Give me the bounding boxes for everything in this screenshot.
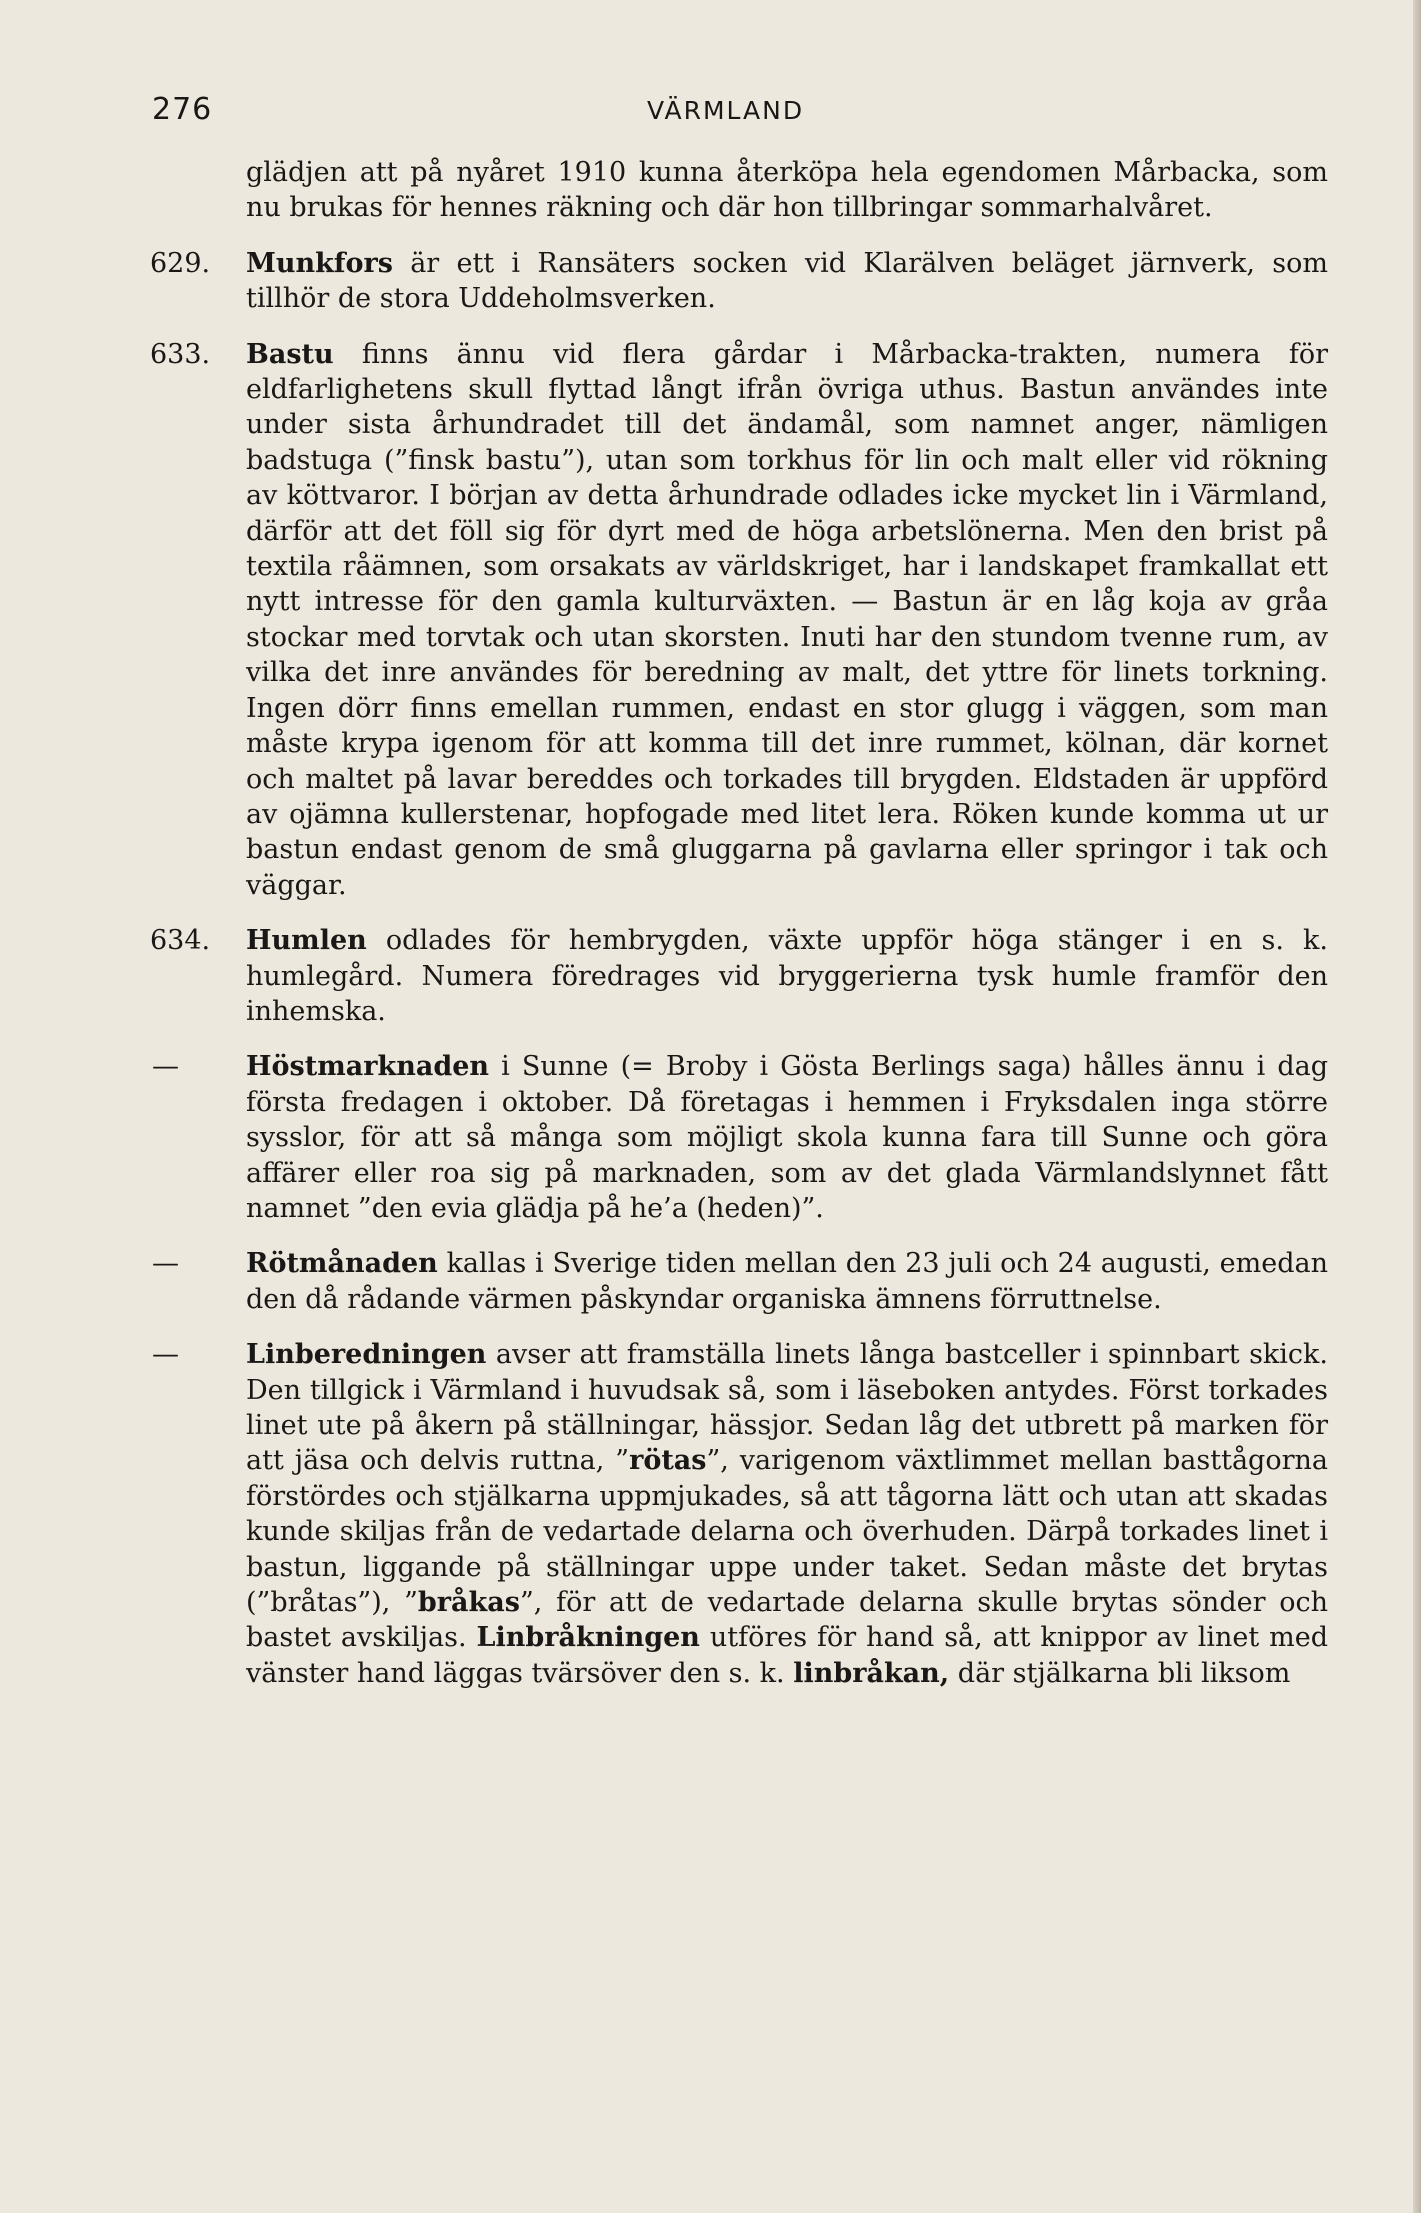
headword: Rötmånaden: [246, 1248, 438, 1280]
text-run: kallas i Sverige tiden mellan den 23 juli och 24 augusti, emedan den då rådande värmen påskyndar organiska ämnens förruttnelse.: [246, 1248, 1328, 1315]
headword: bråkas: [417, 1587, 520, 1619]
headword: Humlen: [246, 925, 367, 957]
headword: Bastu: [246, 338, 334, 370]
text-run: utföres för hand så, att knippor av linet med vänster hand läggas tvärsöver den s. k.: [246, 1622, 1329, 1689]
entry-text: [246, 246, 1328, 317]
entry-marker: —: [152, 1339, 179, 1371]
body-text: [150, 155, 1340, 1711]
text-run: i Sunne (= Broby i Gösta Berlings saga) hålles ännu i dag första fredagen i oktober. Då företagas i hemmen i Fryksdalen inga större sysslor, för att så många som möjligt skola kunna fara till Sunne och göra affärer eller roa sig på marknaden, som av det glada Värmlandslynnet fått namnet ”den evia glädja på he’a (heden)”.: [246, 1051, 1328, 1224]
text-run: odlades för hembrygden, växte uppför höga stänger i en s. k. humlegård. Numera föredrages vid bryggerierna tysk humle framför den inhemska.: [246, 925, 1328, 1027]
text-run: finns ännu vid flera gårdar i Mårbacka-trakten, numera för eldfarlighetens skull flyttad långt ifrån övriga uthus. Bastun användes inte under sista århundradet till det ändamål, som namnet anger, nämligen badstuga (”finsk bastu”), utan som torkhus för lin och malt eller vid rökning av köttvaror. I början av detta århundrade odlades icke mycket lin i Värmland, därför att det föll sig för dyrt med de höga arbetslönerna. Men den brist på textila råämnen, som orsakats av världskriget, har i landskapet framkallat ett nytt intresse för den gamla kulturväxten. — Bastun är en låg koja av gråa stockar med torvtak och utan skorsten. Inuti har den stundom tvenne rum, av vilka det inre användes för beredning av malt, det yttre för linets torkning. Ingen dörr finns emellan rummen, endast en stor glugg i väggen, som man måste krypa igenom för att komma till det inre rummet, kölnan, där kornet och maltet på lavar bereddes och torkades till brygden. Eldstaden är uppförd av ojämna kullerstenar, hopfogade med litet lera. Röken kunde komma ut ur bastun endast genom de små gluggarna på gavlarna eller springor i tak och väggar.: [246, 338, 1328, 901]
page-header: [152, 92, 1332, 132]
running-head: VÄRMLAND: [647, 96, 805, 125]
entry: [150, 1337, 1340, 1691]
entry-text: [246, 155, 1328, 226]
page-edge: [1413, 0, 1421, 2213]
headword: Linbråkningen: [476, 1622, 700, 1654]
entry: [150, 1049, 1340, 1226]
entry-text: [246, 1337, 1328, 1691]
text-run: glädjen att på nyåret 1910 kunna återköpa hela egendomen Mårbacka, som nu brukas för hennes räkning och där hon tillbringar sommarhalvåret.: [246, 157, 1328, 224]
entry-marker: 634.: [150, 925, 211, 957]
entry-marker: 633.: [150, 338, 211, 370]
text-run: där stjälkarna bli liksom: [949, 1657, 1291, 1689]
entry: [150, 337, 1340, 904]
headword: Linberedningen: [246, 1339, 487, 1371]
page-number: 276: [152, 92, 213, 127]
entry-text: [246, 337, 1328, 904]
entry: [150, 155, 1340, 226]
entry-marker: 629.: [150, 247, 211, 279]
entry: [150, 246, 1340, 317]
headword: linbråkan,: [793, 1657, 950, 1689]
entry-marker: —: [152, 1248, 179, 1280]
entry-text: [246, 923, 1328, 1029]
entry: [150, 923, 1340, 1029]
text-run: ”, varigenom växtlimmet mellan basttågorna förstördes och stjälkarna uppmjukades, så att tågorna lätt och utan att skadas kunde skiljas från de vedartade delarna och överhuden. Därpå torkades linet i bastun, liggande på ställningar uppe under taket. Sedan måste det brytas (”bråtas”), ”: [246, 1445, 1328, 1619]
text-run: avser att framställa linets långa bastceller i spinnbart skick. Den tillgick i Värmland i huvudsak så, som i läseboken antydes. Först torkades linet ute på åkern på ställningar, hässjor. Sedan låg det utbrett på marken för att jäsa och delvis ruttna, ”: [246, 1339, 1328, 1477]
headword: rötas: [629, 1445, 707, 1477]
headword: Munkfors: [246, 247, 393, 279]
text-run: är ett i Ransäters socken vid Klarälven beläget järnverk, som tillhör de stora Uddeholmsverken.: [246, 247, 1328, 315]
headword: Höstmarknaden: [246, 1051, 489, 1083]
text-run: ”, för att de vedartade delarna skulle brytas sönder och bastet avskiljas.: [246, 1587, 1329, 1654]
entry-marker: —: [152, 1051, 179, 1083]
entry: [150, 1246, 1340, 1317]
entry-text: [246, 1246, 1328, 1317]
entry-text: [246, 1049, 1328, 1226]
